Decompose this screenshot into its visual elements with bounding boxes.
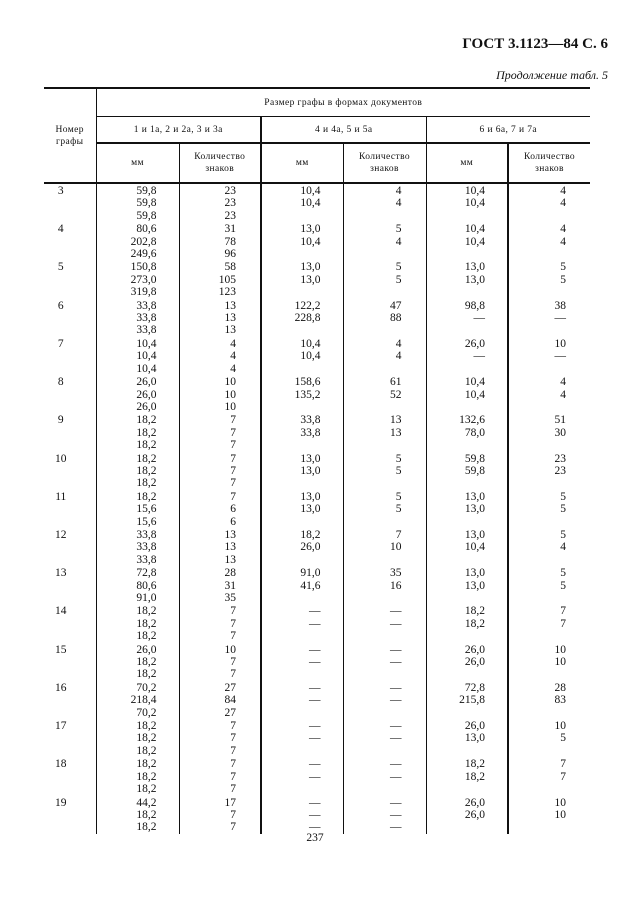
cell-count: 4 4 — [508, 375, 590, 413]
cell-count: 7 7 7 — [179, 452, 261, 490]
cell-count: 5 4 — [508, 528, 590, 566]
cell-count: 5 5 — [343, 452, 426, 490]
subheader-count: Количество знаков — [179, 143, 261, 183]
cell-count: 61 52 — [343, 375, 426, 413]
cell-mm: 59,8 59,8 — [426, 452, 508, 490]
row-number: 13 — [55, 567, 67, 580]
cell-mm: — — — [261, 757, 343, 795]
subheader-count: Количество знаков — [508, 143, 590, 183]
cell-mm: 26,0 — — [426, 337, 508, 375]
table-body — [44, 183, 590, 834]
table-row — [44, 719, 590, 757]
cell-mm: 18,2 18,2 — [426, 604, 508, 642]
cell-mm: 44,2 18,2 18,2 — [96, 796, 179, 834]
cell-mm: 80,6 202,8 249,6 — [96, 222, 179, 260]
cell-mm: 70,2 218,4 70,2 — [96, 681, 179, 719]
cell-count: 4 4 — [343, 337, 426, 375]
cell-mm: 10,4 10,4 — [426, 375, 508, 413]
cell-mm: 98,8 — — [426, 299, 508, 337]
cell-mm: 18,2 18,2 18,2 — [96, 452, 179, 490]
subheader-mm: мм — [426, 143, 508, 183]
table-row — [44, 490, 590, 528]
table-row — [44, 413, 590, 451]
cell-mm: 10,4 10,4 — [426, 183, 508, 222]
cell-count: — — — [343, 681, 426, 719]
cell-mm: 26,0 26,0 — [426, 796, 508, 834]
cell-mm: 26,0 26,0 26,0 — [96, 375, 179, 413]
cell-count: 7 7 7 — [179, 757, 261, 795]
cell-mm: 18,2 18,2 18,2 — [96, 413, 179, 451]
cell-count: 58 105 123 — [179, 260, 261, 298]
cell-count: 28 31 35 — [179, 566, 261, 604]
table-row — [44, 796, 590, 834]
group-header-3: 6 и 6а, 7 и 7а — [426, 117, 590, 144]
cell-count: 10 7 7 — [179, 643, 261, 681]
cell-mm: — — — [261, 604, 343, 642]
subheader-mm: мм — [261, 143, 343, 183]
cell-count: 10 5 — [508, 719, 590, 757]
cell-mm: 18,2 26,0 — [261, 528, 343, 566]
document-title: ГОСТ 3.1123—84 С. 6 — [462, 36, 608, 52]
cell-count: 4 4 — [508, 222, 590, 260]
cell-mm: 10,4 10,4 — [426, 222, 508, 260]
page-number: 237 — [306, 832, 324, 844]
cell-count: 13 13 — [343, 413, 426, 451]
cell-mm: 33,8 33,8 33,8 — [96, 528, 179, 566]
cell-count: 7 6 6 — [179, 490, 261, 528]
cell-mm: 13,0 13,0 — [426, 566, 508, 604]
cell-count: — — — [343, 757, 426, 795]
cell-mm: — — — [261, 643, 343, 681]
row-number: 7 — [57, 337, 64, 350]
cell-count: 27 84 27 — [179, 681, 261, 719]
cell-count: 7 7 7 — [179, 413, 261, 451]
cell-count: 5 5 — [508, 260, 590, 298]
table-row — [44, 643, 590, 681]
cell-mm: 59,8 59,8 59,8 — [96, 183, 179, 222]
cell-count: 23 23 — [508, 452, 590, 490]
column-header-number: Номер графы — [44, 88, 96, 183]
cell-mm: 10,4 10,4 — [261, 337, 343, 375]
cell-mm: 33,8 33,8 — [261, 413, 343, 451]
row-number: 15 — [55, 643, 67, 656]
row-number: 18 — [55, 758, 67, 771]
cell-count: 23 23 23 — [179, 183, 261, 222]
table-row — [44, 375, 590, 413]
cell-count: 10 10 — [508, 643, 590, 681]
cell-mm: 18,2 18,2 18,2 — [96, 604, 179, 642]
cell-mm: 13,0 10,4 — [261, 222, 343, 260]
row-number: 19 — [55, 796, 67, 809]
row-number: 9 — [57, 414, 64, 427]
group-header-2: 4 и 4а, 5 и 5а — [261, 117, 426, 144]
cell-count: 5 5 — [343, 490, 426, 528]
cell-mm: 158,6 135,2 — [261, 375, 343, 413]
cell-count: 31 78 96 — [179, 222, 261, 260]
cell-mm: 26,0 26,0 — [426, 643, 508, 681]
table-row — [44, 757, 590, 795]
row-number: 8 — [57, 376, 64, 389]
table-row — [44, 183, 590, 222]
cell-mm: 13,0 13,0 — [261, 452, 343, 490]
row-number: 10 — [55, 452, 67, 465]
cell-count: 4 4 — [508, 183, 590, 222]
cell-count: 4 4 — [343, 183, 426, 222]
table-row — [44, 452, 590, 490]
table-row — [44, 604, 590, 642]
cell-mm: 122,2 228,8 — [261, 299, 343, 337]
cell-mm: 10,4 10,4 — [261, 183, 343, 222]
cell-count: 35 16 — [343, 566, 426, 604]
table-row — [44, 222, 590, 260]
subheader-count: Количество знаков — [343, 143, 426, 183]
cell-mm: 13,0 13,0 — [426, 260, 508, 298]
row-number: 17 — [55, 720, 67, 733]
cell-count: 7 7 7 — [179, 719, 261, 757]
cell-count: 7 7 — [508, 604, 590, 642]
cell-mm: 13,0 10,4 — [426, 528, 508, 566]
cell-count: 10 — — [508, 337, 590, 375]
cell-mm: — — — [261, 719, 343, 757]
cell-mm: 26,0 18,2 18,2 — [96, 643, 179, 681]
cell-mm: 91,0 41,6 — [261, 566, 343, 604]
cell-count: — — — [343, 719, 426, 757]
row-number: 5 — [57, 261, 64, 274]
table-row — [44, 566, 590, 604]
cell-mm: 150,8 273,0 319,8 — [96, 260, 179, 298]
group-header-1: 1 и 1а, 2 и 2а, 3 и 3а — [96, 117, 261, 144]
column-group-title: Размер графы в формах документов — [96, 88, 590, 117]
row-number: 14 — [55, 605, 67, 618]
cell-count: 10 10 10 — [179, 375, 261, 413]
table-row — [44, 299, 590, 337]
cell-mm: 10,4 10,4 10,4 — [96, 337, 179, 375]
row-number: 4 — [57, 223, 64, 236]
cell-count: — — — [343, 643, 426, 681]
cell-count: 17 7 7 — [179, 796, 261, 834]
cell-count: 5 5 — [508, 490, 590, 528]
cell-mm: 72,8 215,8 — [426, 681, 508, 719]
cell-mm: — — — [261, 681, 343, 719]
cell-count: 5 4 — [343, 222, 426, 260]
cell-count: 47 88 — [343, 299, 426, 337]
table-row — [44, 260, 590, 298]
cell-mm: 132,6 78,0 — [426, 413, 508, 451]
cell-mm: 13,0 13,0 — [261, 260, 343, 298]
cell-count: 4 4 4 — [179, 337, 261, 375]
cell-mm: 18,2 18,2 18,2 — [96, 757, 179, 795]
cell-count: 7 7 — [508, 757, 590, 795]
row-number: 16 — [55, 681, 67, 694]
cell-count: 7 10 — [343, 528, 426, 566]
cell-count: 5 5 — [343, 260, 426, 298]
graph-size-table — [44, 87, 590, 834]
cell-mm: 18,2 15,6 15,6 — [96, 490, 179, 528]
cell-mm: 33,8 33,8 33,8 — [96, 299, 179, 337]
cell-count: 5 5 — [508, 566, 590, 604]
cell-count: 7 7 7 — [179, 604, 261, 642]
table-row — [44, 528, 590, 566]
cell-mm: 18,2 18,2 18,2 — [96, 719, 179, 757]
table-continuation-label: Продолжение табл. 5 — [496, 68, 608, 82]
cell-mm: — — — — [261, 796, 343, 834]
row-number: 3 — [57, 185, 64, 197]
cell-mm: 13,0 13,0 — [426, 490, 508, 528]
cell-mm: 18,2 18,2 — [426, 757, 508, 795]
cell-count: — — — — [343, 796, 426, 834]
subheader-mm: мм — [96, 143, 179, 183]
row-number: 6 — [57, 299, 64, 312]
row-number: 11 — [55, 490, 67, 503]
cell-count: 28 83 — [508, 681, 590, 719]
cell-mm: 26,0 13,0 — [426, 719, 508, 757]
cell-count: 38 — — [508, 299, 590, 337]
cell-count: 13 13 13 — [179, 299, 261, 337]
cell-mm: 72,8 80,6 91,0 — [96, 566, 179, 604]
table-row — [44, 681, 590, 719]
cell-mm: 13,0 13,0 — [261, 490, 343, 528]
table-row — [44, 337, 590, 375]
cell-count: — — — [343, 604, 426, 642]
cell-count: 51 30 — [508, 413, 590, 451]
cell-count: 13 13 13 — [179, 528, 261, 566]
row-number: 12 — [55, 528, 67, 541]
cell-count: 10 10 — [508, 796, 590, 834]
